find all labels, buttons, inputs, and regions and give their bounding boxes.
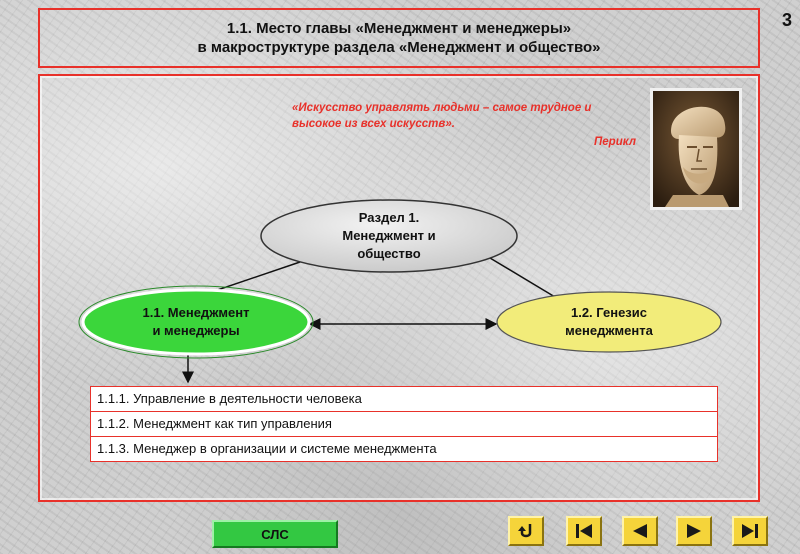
left-node-label bbox=[110, 300, 282, 344]
left-node-line-1: 1.1. Менеджмент bbox=[142, 305, 250, 320]
last-slide-button[interactable] bbox=[732, 516, 768, 546]
list-item[interactable]: 1.1.2. Менеджмент как тип управления bbox=[91, 412, 717, 437]
page-number: 3 bbox=[781, 10, 792, 30]
left-node-line-2: и менеджеры bbox=[152, 323, 240, 338]
top-node-label bbox=[300, 206, 478, 266]
right-node-line-1: 1.2. Генезис bbox=[570, 305, 647, 320]
quote-author: Перикл bbox=[594, 136, 636, 148]
title-line-1: 1.1. Место главы «Менеджмент и менеджеры» bbox=[226, 20, 572, 37]
last-slide-icon bbox=[740, 522, 760, 540]
connector-right bbox=[485, 255, 560, 300]
quote-text: «Искусство управлять людьми – самое трудное и высокое из всех искусств». bbox=[292, 102, 592, 130]
previous-button[interactable] bbox=[622, 516, 658, 546]
top-node-line-2: Менеджмент и bbox=[342, 228, 436, 243]
next-button[interactable] bbox=[676, 516, 712, 546]
list-item[interactable]: 1.1.1. Управление в деятельности человека bbox=[91, 387, 717, 412]
right-node-label bbox=[526, 300, 692, 344]
return-icon bbox=[516, 521, 536, 541]
return-button[interactable] bbox=[508, 516, 544, 546]
previous-icon bbox=[630, 522, 650, 540]
slc-button[interactable]: СЛС bbox=[212, 520, 338, 548]
next-icon bbox=[684, 522, 704, 540]
top-node-line-3: общество bbox=[357, 246, 421, 261]
first-slide-icon bbox=[574, 522, 594, 540]
first-slide-button[interactable] bbox=[566, 516, 602, 546]
top-node-line-1: Раздел 1. bbox=[358, 210, 420, 225]
list-item[interactable]: 1.1.3. Менеджер в организации и системе менеджмента bbox=[97, 441, 437, 456]
title-line-2: в макроструктуре раздела «Менеджмент и общество» bbox=[197, 39, 601, 56]
subsection-list bbox=[90, 386, 718, 462]
right-node-line-2: менеджмента bbox=[565, 323, 653, 338]
